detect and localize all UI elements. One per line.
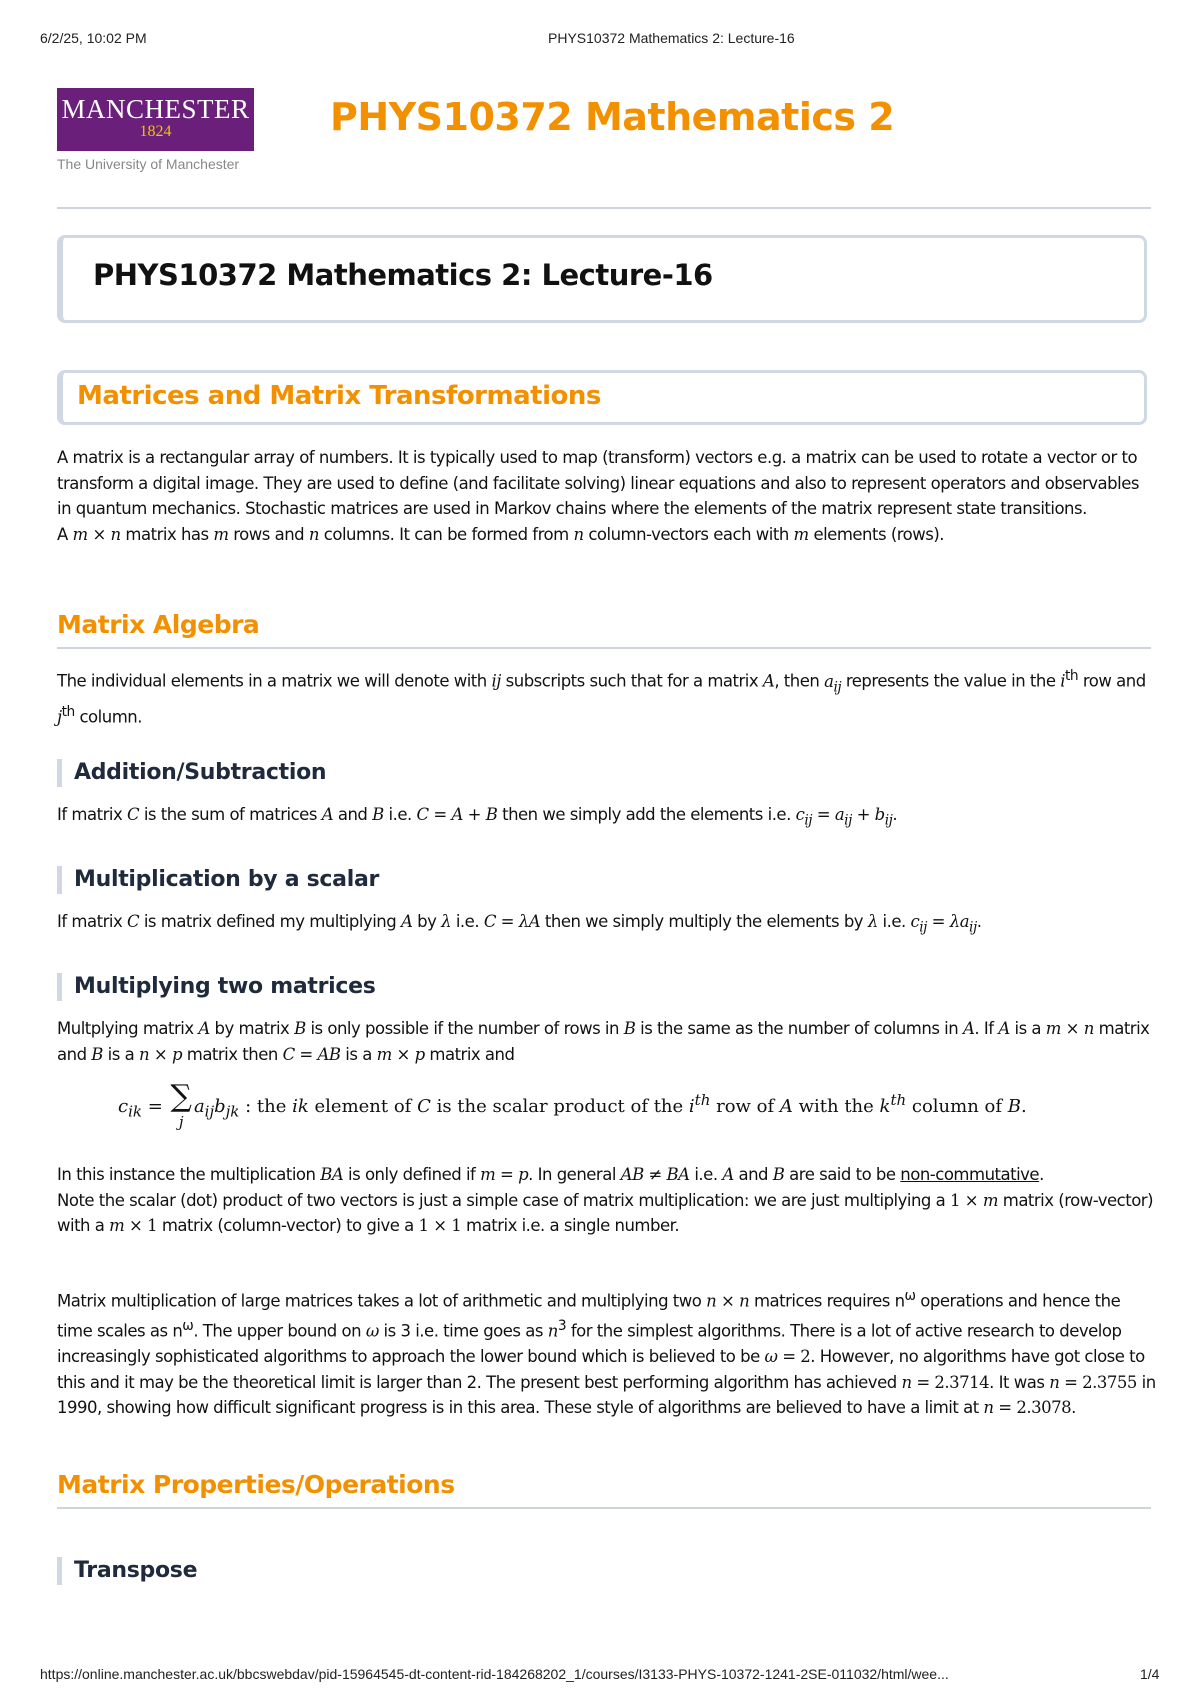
matrix-product-formula: $c_{ik}$ = ∑ j $a_{ij}b_{jk}$ : the ik element of C is the scalar product of the $i^{th}$ row of A with the $k^{th}$ column of B. <box>118 1079 1027 1131</box>
properties-divider <box>57 1507 1151 1509</box>
section-title-algebra: Matrix Algebra <box>57 610 260 639</box>
subsection-title-scalar: Multiplication by a scalar <box>57 866 379 894</box>
print-url: https://online.manchester.ac.uk/bbcswebdav/pid-15964545-dt-content-rid-184268202_1/courses/I3133-PHYS-10372-1241-2SE-011032/html/wee... <box>40 1666 949 1682</box>
non-commutative-link[interactable]: non-commutative <box>900 1165 1040 1184</box>
complexity-text-c: operations and <box>920 1291 1038 1311</box>
matrices-intro-text: A matrix is a rectangular array of numbers. It is typically used to map (transform) vectors e.g. a matrix can be used to rotate a vector or to transform a digital image. They are used to define (and facilitate solving) linear equations and also to represent operators and observables in quantum mechanics. Stochastic matrices are used in Markov chains where the elements of the matrix represent state transitions. <box>57 448 1139 518</box>
complexity-text-b: matrices requires n <box>753 1291 905 1311</box>
algebra-text: The individual elements in a matrix we will denote with ij subscripts such that for a matrix A, then $a_{ij}$ represents the value in the $i^{th}$ row and $j^{th}$ column. <box>57 668 1146 727</box>
header-divider <box>57 207 1151 209</box>
scalar-text: If matrix C is matrix defined my multiplying A by λ i.e. C = λA then we simply multiply the elements by λ i.e. $c_{ij} = \lambda a_{ij}$. <box>57 912 982 936</box>
logo-year: 1824 <box>139 123 172 140</box>
print-datetime: 6/2/25, 10:02 PM <box>40 30 147 46</box>
algebra-divider <box>57 647 1151 649</box>
complexity-text: Matrix multiplication of large matrices takes a lot of arithmetic and multiplying two n × n matrices requires $n^\omega$ operations and hence the time scales as $n^\omega$. The upper bound on ω is 3 i.e. time goes as $n^3$ for the simplest algorithms. There is a lot of active research to develop increasingly sophisticated algorithms to approach the lower bound which is believed to be ω = 2. However, no algorithms have got close to this and it may be the theoretical limit is larger than 2. The present best performing algorithm has achieved n = 2.3714. It was n = 2.3755 in 1990, showing how difficult significant progress is in this area. These style of algorithms are believed to have a limit at n = 2.3078. <box>57 1288 1156 1417</box>
print-page-title: PHYS10372 Mathematics 2: Lecture-16 <box>548 30 795 46</box>
matrices-intro <box>57 445 1157 547</box>
matrices-dimension-text: A m × n matrix has m rows and n columns. It can be formed from n column-vectors each with m elements (rows). <box>57 524 945 544</box>
multiplying-text: Multplying matrix A by matrix B is only possible if the number of rows in B is the same as the number of columns in A. If A is a m × n matrix and B is a n × p matrix then C = AB is a m × p matrix and <box>57 1019 1150 1064</box>
lecture-title-box <box>57 235 1147 323</box>
complexity-text-a: Matrix multiplication of large matrices takes a lot of arithmetic and multiplying two <box>57 1291 702 1311</box>
addition-text: If matrix C is the sum of matrices A and B i.e. C = A + B then we simply add the elements i.e. $c_{ij} = a_{ij} + b_{ij}$. <box>57 805 898 829</box>
subsection-title-transpose: Transpose <box>57 1557 197 1585</box>
university-logo[interactable] <box>57 88 254 151</box>
logo-wordmark: MANCHESTER <box>61 94 250 124</box>
section-title-matrices: Matrices and Matrix Transformations <box>77 381 601 411</box>
lecture-title: PHYS10372 Mathematics 2: Lecture-16 <box>93 258 713 292</box>
subsection-title-multiplying: Multiplying two matrices <box>57 973 376 1001</box>
noncommutative-text: In this instance the multiplication BA is only defined if m = p. In general AB ≠ BA i.e. A and B are said to be non-commutative. Note the scalar (dot) product of two vectors is just a simple case of matrix multiplication: we are just multiplying a 1 × m matrix (row-vector) with a m × 1 matrix (column-vector) to give a 1 × 1 matrix i.e. a single number. <box>57 1165 1154 1235</box>
subsection-title-addition: Addition/Subtraction <box>57 759 326 787</box>
logo-subtitle: The University of Manchester <box>57 156 240 172</box>
site-title: PHYS10372 Mathematics 2 <box>330 95 895 139</box>
section-title-properties: Matrix Properties/Operations <box>57 1470 455 1499</box>
print-page-number: 1/4 <box>1140 1666 1160 1682</box>
section-box-matrices <box>57 370 1147 425</box>
